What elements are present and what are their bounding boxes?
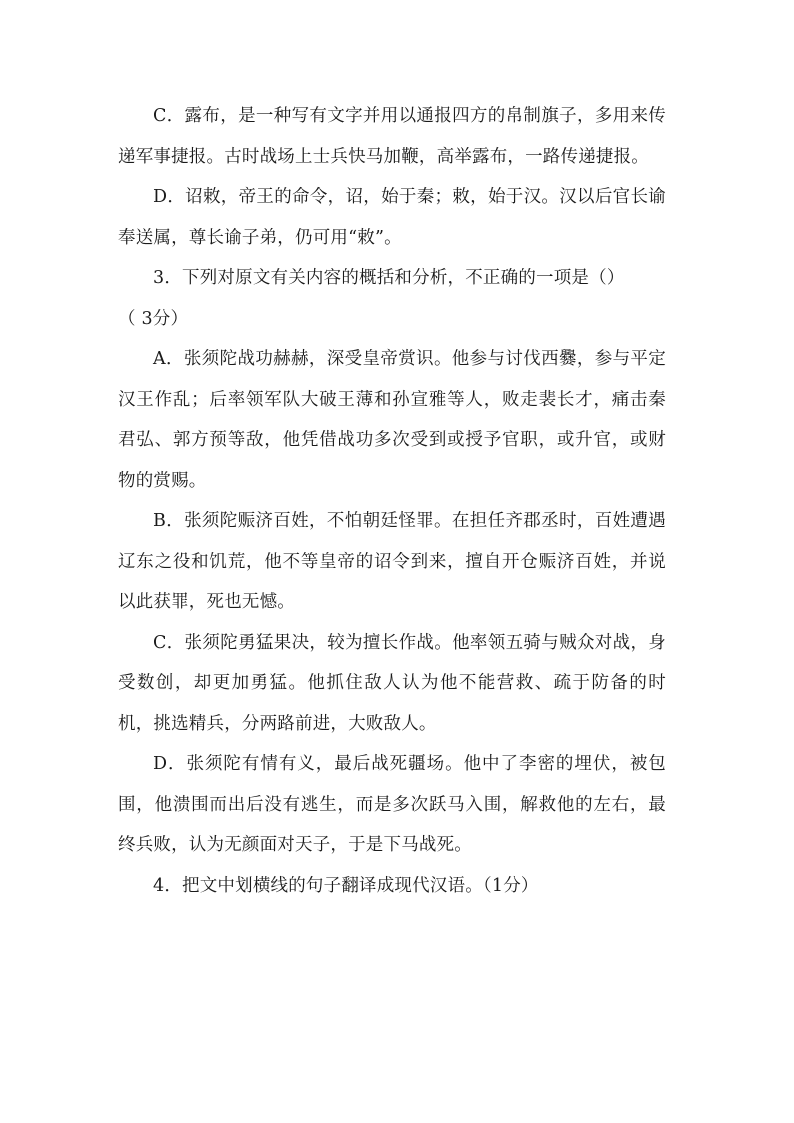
- question-4: 4．把文中划横线的句子翻译成现代汉语。（1分）: [153, 875, 539, 896]
- option-b-analysis: B．张须陀赈济百姓，不怕朝廷怪罪。在担任齐郡丞时，百姓遭遇辽东之役和饥荒，他不等皇帝的诏令到来，擅自开仓赈济百姓，并说以此获罪，死也无憾。: [118, 511, 666, 612]
- option-a-analysis: A．张须陀战功赫赫，深受皇帝赏识。他参与讨伐西爨，参与平定汉王作乱；后率领军队大破王薄和孙宣雅等人，败走裴长才，痛击秦君弘、郭方预等敌，他凭借战功多次受到或授予官职，或升官，或财物的赏赐。: [118, 349, 666, 491]
- question-3-score: （ 3分）: [118, 308, 189, 329]
- document-page: [118, 96, 666, 906]
- option-c-analysis: C．张须陀勇猛果决，较为擅长作战。他率领五骑与贼众对战，身受数创，却更加勇猛。他抓住敌人认为他不能营救、疏于防备的时机，挑选精兵，分两路前进，大败敌人。: [118, 632, 666, 734]
- option-d-analysis: D．张须陀有情有义，最后战死疆场。他中了李密的埋伏，被包围，他溃围而出后没有逃生，而是多次跃马入围，解救他的左右，最终兵败，认为无颜面对天子，于是下马战死。: [118, 754, 666, 855]
- option-c-definition: C．露布，是一种写有文字并用以通报四方的帛制旗子，多用来传递军事捷报。古时战场上士兵快马加鞭，高举露布，一路传递捷报。: [118, 106, 666, 167]
- option-d-definition: D．诏敕，帝王的命令，诏，始于秦；敕，始于汉。汉以后官长谕奉送属，尊长谕子弟，仍可用“敕”。: [118, 187, 666, 248]
- question-3: 3．下列对原文有关内容的概括和分析，不正确的一项是（）: [153, 268, 625, 288]
